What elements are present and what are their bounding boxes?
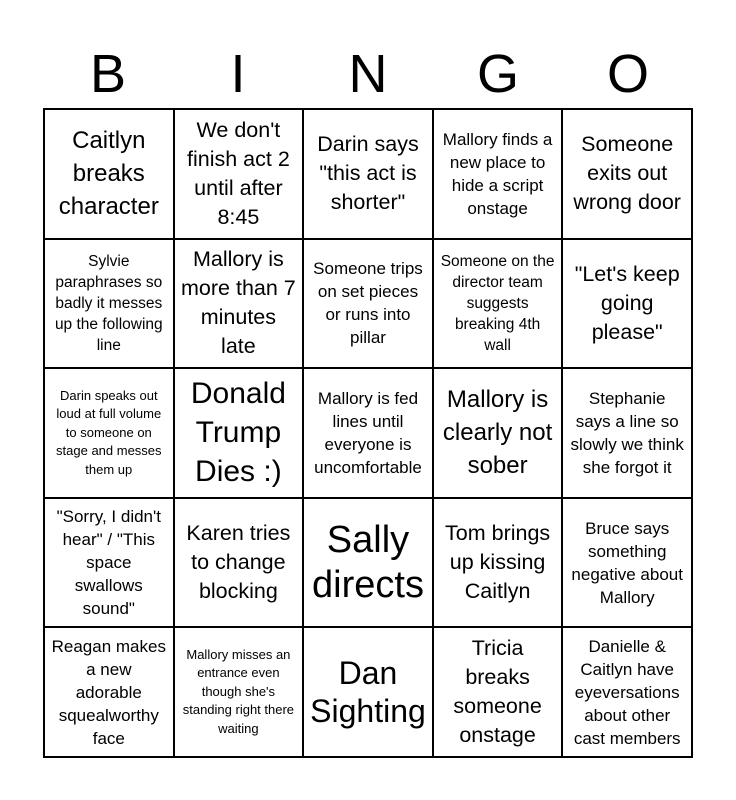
cell-text: Stephanie says a line so slowly we think she forgot it	[570, 388, 684, 477]
cell-text: Danielle & Caitlyn have eyeversations about other cast members	[573, 636, 681, 748]
cell-text: "Let's keep going please"	[574, 261, 680, 344]
bingo-cell[interactable]	[174, 627, 304, 757]
cell-text: We don't finish act 2 until after 8:45	[187, 117, 290, 229]
bingo-cell[interactable]	[562, 627, 692, 757]
bingo-cell[interactable]	[174, 239, 304, 369]
bingo-cell[interactable]	[174, 109, 304, 239]
cell-text: Darin says "this act is shorter"	[317, 132, 419, 215]
cell-text: Mallory finds a new place to hide a script onstage	[442, 129, 553, 218]
bingo-cell[interactable]	[562, 498, 692, 628]
cell-text: Someone trips on set pieces or runs into pillar	[313, 259, 423, 348]
cell-text: Tom brings up kissing Caitlyn	[445, 521, 551, 604]
bingo-cell[interactable]	[44, 239, 174, 369]
header-letter-i: I	[230, 44, 246, 104]
cell-text: Mallory is clearly not sober	[442, 386, 553, 480]
header-letter-g: G	[476, 44, 519, 104]
bingo-cell[interactable]	[433, 498, 563, 628]
bingo-cell[interactable]	[303, 368, 433, 498]
bingo-cell[interactable]	[44, 627, 174, 757]
header-letter-o: O	[606, 44, 649, 104]
cell-text: "Sorry, I didn't hear" / "This space swallows sound"	[56, 507, 161, 619]
header-letter-n: N	[348, 44, 388, 104]
bingo-cell[interactable]	[562, 368, 692, 498]
bingo-cell[interactable]	[303, 627, 433, 757]
cell-text: Mallory misses an entrance even though she's standing right there waiting	[182, 646, 295, 736]
bingo-cell[interactable]	[44, 368, 174, 498]
cell-text: Mallory is more than 7 minutes late	[181, 247, 296, 359]
bingo-cell[interactable]	[433, 239, 563, 369]
cell-text: Karen tries to change blocking	[186, 521, 291, 604]
cell-text: Mallory is fed lines until everyone is uncomfortable	[314, 388, 422, 477]
cell-text: Bruce says something negative about Mallory	[571, 518, 683, 607]
bingo-header	[43, 40, 693, 108]
cell-text: Someone on the director team suggests breaking 4th wall	[440, 252, 555, 354]
cell-text: Sylvie paraphrases so badly it messes up the following line	[54, 252, 163, 354]
bingo-cell[interactable]	[174, 368, 304, 498]
bingo-card	[43, 108, 693, 758]
bingo-cell[interactable]	[303, 109, 433, 239]
bingo-cell[interactable]	[174, 498, 304, 628]
bingo-cell[interactable]	[433, 368, 563, 498]
cell-text: Dan Sighting	[310, 655, 426, 730]
cell-text: Tricia breaks someone onstage	[453, 636, 542, 748]
bingo-cell[interactable]	[44, 109, 174, 239]
cell-text: Caitlyn breaks character	[58, 127, 159, 221]
cell-text: Reagan makes a new adorable squealworthy face	[51, 636, 166, 748]
cell-text: Darin speaks out loud at full volume to someone on stage and messes them up	[56, 387, 162, 477]
bingo-cell[interactable]	[433, 627, 563, 757]
cell-text: Someone exits out wrong door	[573, 132, 681, 215]
bingo-cell[interactable]	[433, 109, 563, 239]
bingo-cell[interactable]	[44, 498, 174, 628]
bingo-cell[interactable]	[562, 239, 692, 369]
cell-text: Donald Trump Dies :)	[190, 377, 286, 489]
bingo-cell[interactable]	[303, 498, 433, 628]
header-letter-b: B	[89, 44, 127, 104]
bingo-cell[interactable]	[562, 109, 692, 239]
cell-text: Sally directs	[312, 518, 424, 606]
bingo-cell[interactable]	[303, 239, 433, 369]
